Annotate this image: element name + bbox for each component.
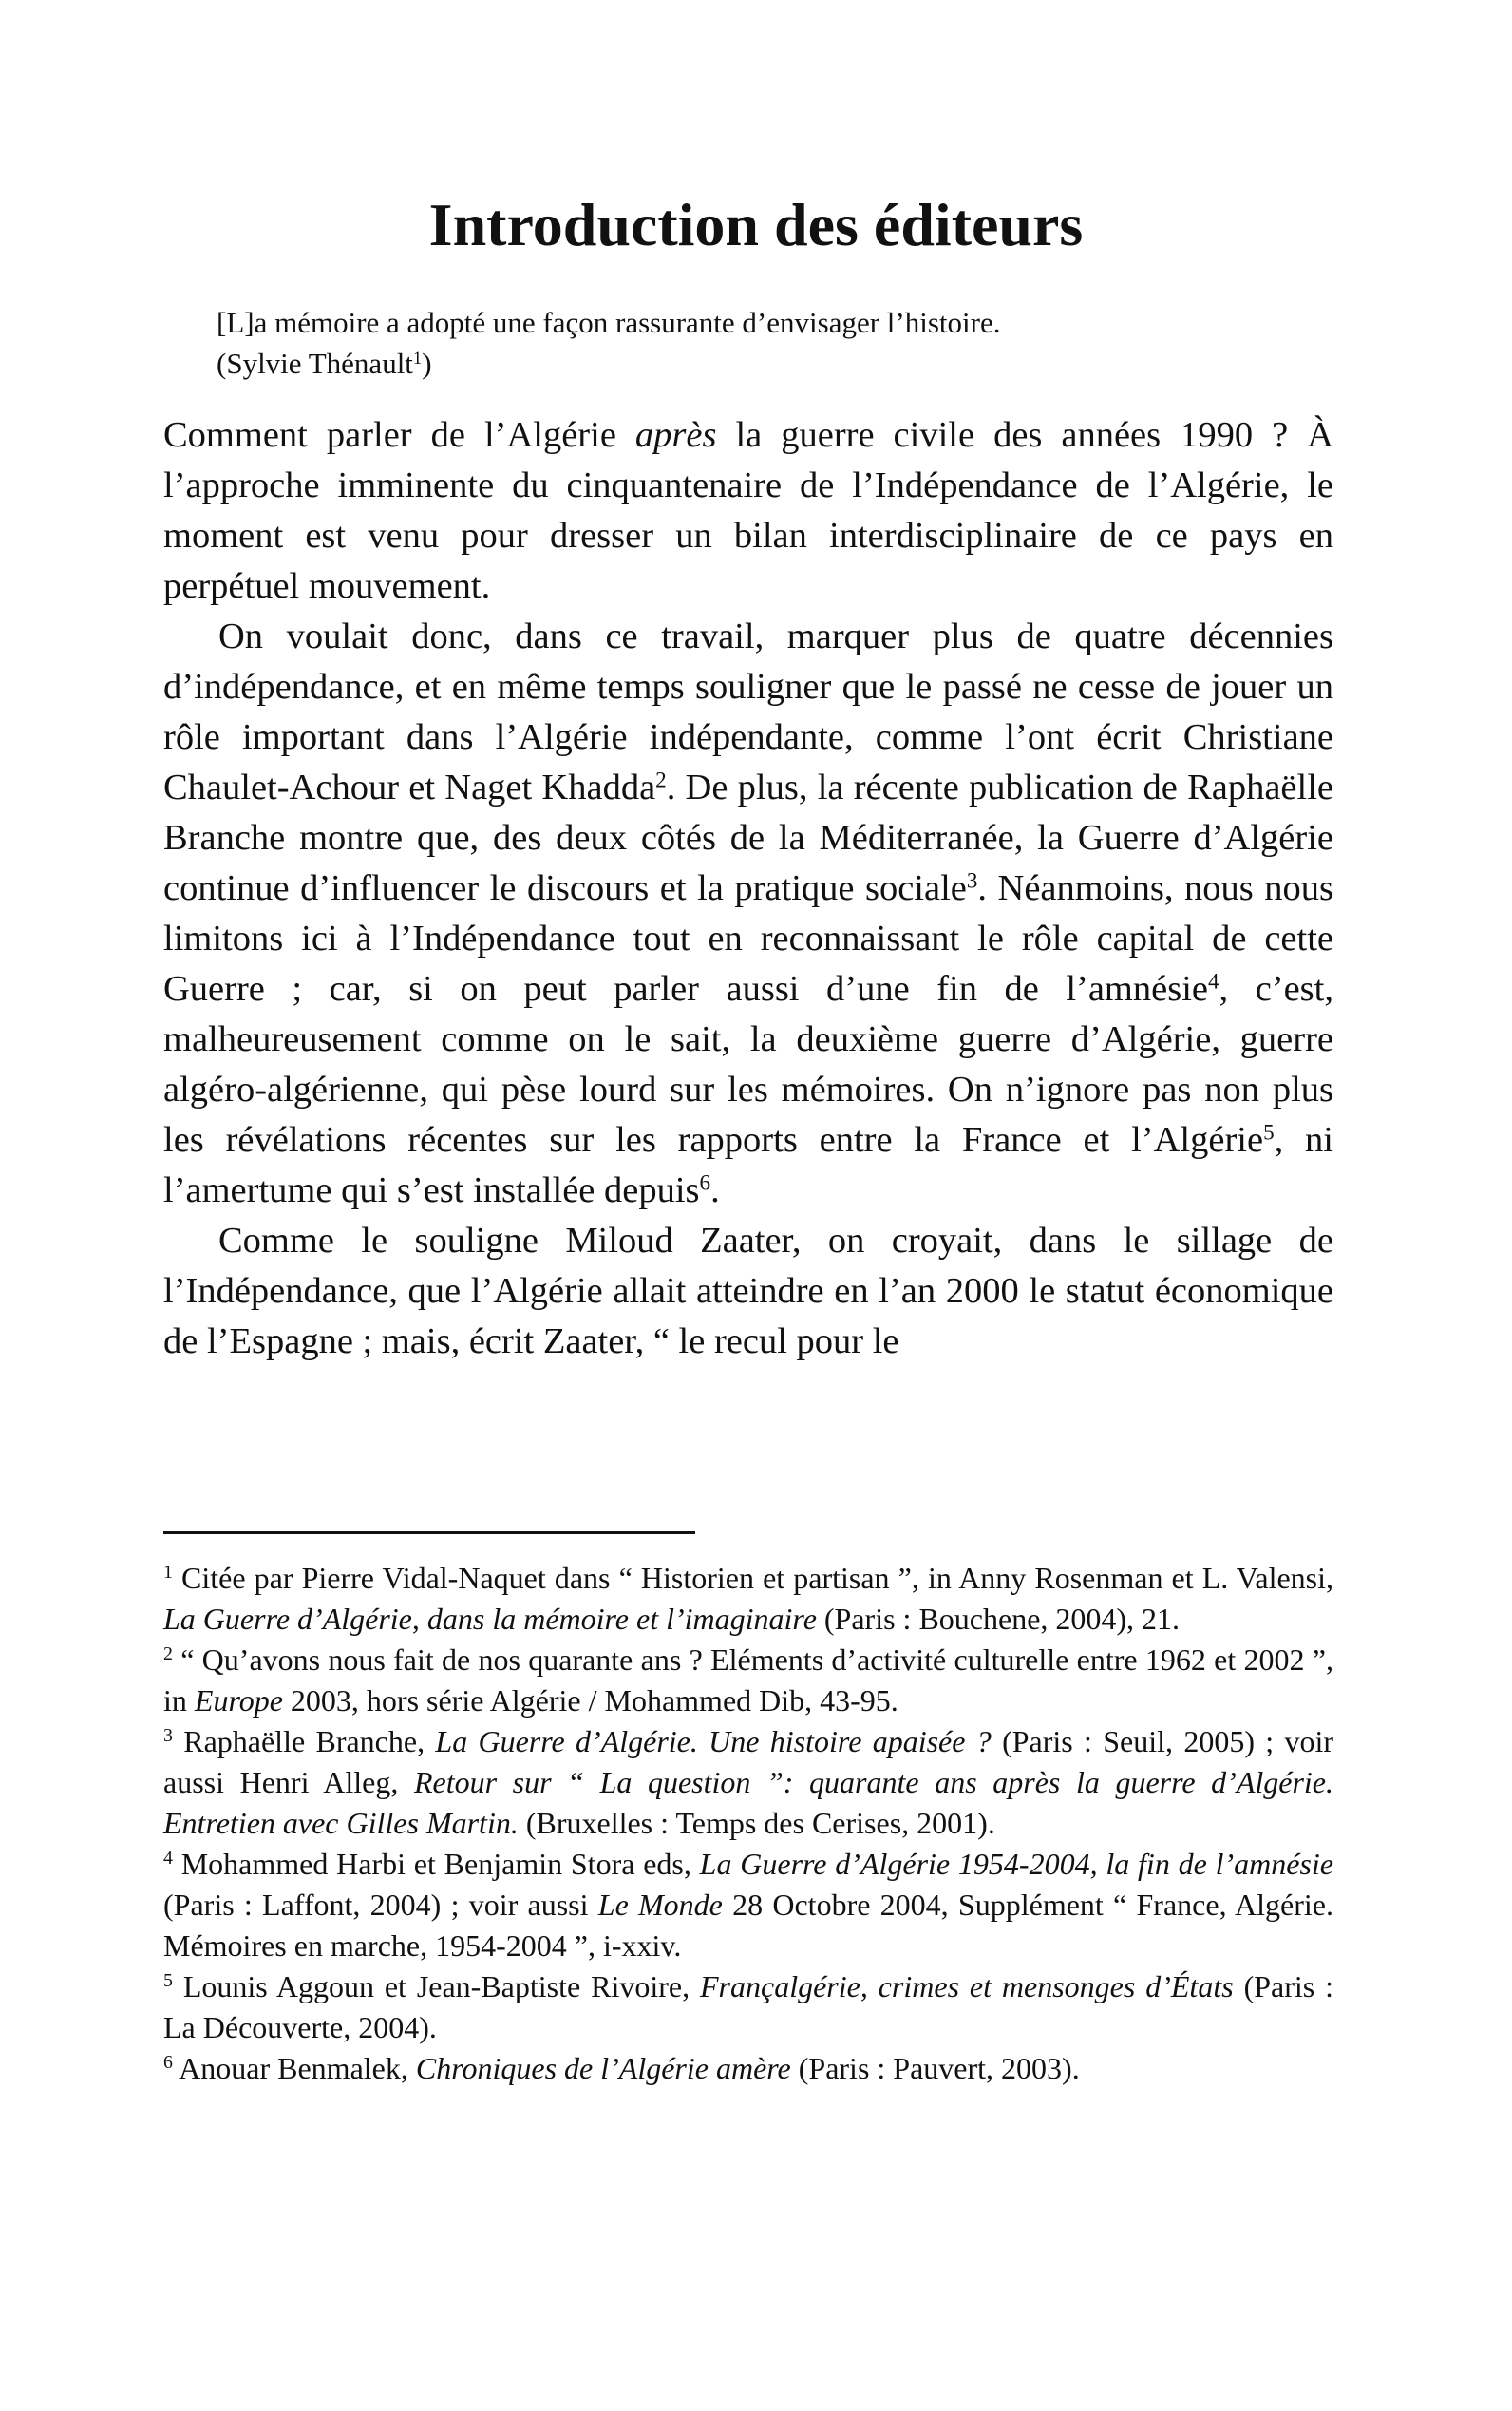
page-title: Introduction des éditeurs — [428, 191, 1084, 258]
footnote-ref-6: 6 — [699, 1169, 711, 1195]
paragraph-3: Comme le souligne Miloud Zaater, on croyait, dans le sillage de l’Indépendance, que l’Algérie allait atteindre en l’an 2000 le statut économique de l’Espagne ; mais, écrit Zaater, “ le recul pour le — [163, 1221, 1333, 1361]
footnote-ref-2: 2 — [655, 767, 667, 792]
footnote-2: $^2$ “ Qu’avons nous fait de nos quarante ans ? Eléments d’activité culturelle entre 1962 et 2002 ”, in Europe 2003, hors série Algérie / Mohammed Dib, 43-95. — [163, 1642, 1333, 1718]
footnote-ref-4: 4 — [1208, 968, 1219, 994]
paragraph-2: On voulait donc, dans ce travail, marquer plus de quatre décennies d’indépendance, et en même temps souligner que le passé ne cesse de jouer un rôle important dans l’Algérie indépendante, comme l’ont écrit Christiane Chaulet-Achour et Naget Khadda$^2$. De plus, la récente publication de Raphaëlle Branche montre que, des deux côtés de la Méditerranée, la Guerre d’Algérie continue d’influencer le discours et la pratique sociale$^3$. Néanmoins, nous nous limitons ici à l’Indépendance tout en reconnaissant le rôle capital de cette Guerre ; car, si on peut parler aussi d’une fin de l’amnésie$^4$, c’est, malheureusement comme on le sait, la deuxième guerre d’Algérie, guerre algéro-algérienne, qui pèse lourd sur les mémoires. On n’ignore pas non plus les révélations récentes sur les rapports entre la France et l’Algérie$^5$, ni l’amertume qui s’est installée depuis$^6$. — [163, 617, 1333, 1210]
footnotes — [163, 1558, 1333, 2089]
epigraph — [217, 302, 1356, 384]
footnote-divider — [163, 1531, 695, 1534]
footnote-4: $^4$ Mohammed Harbi et Benjamin Stora eds, La Guerre d’Algérie 1954-2004, la fin de l’amnésie (Paris : Laffont, 2004) ; voir aussi Le Monde 28 Octobre 2004, Supplément “ France, Algérie. Mémoires en marche, 1954-2004 ”, i-xxiv. — [163, 1847, 1334, 1963]
footnote-5: $^5$ Lounis Aggoun et Jean-Baptiste Rivoire, Françalgérie, crimes et mensonges d’États (Paris : La Découverte, 2004). — [163, 1969, 1334, 2044]
footnote-ref-3: 3 — [966, 867, 978, 893]
paragraph-1: Comment parler de l’Algérie après la guerre civile des années 1990 ? À l’approche imminente du cinquantenaire de l’Indépendance de l’Algérie, le moment est venu pour dresser un bilan interdisciplinaire de ce pays en perpétuel mouvement. — [163, 415, 1334, 606]
body-text — [163, 410, 1333, 1367]
footnote-1: $^1$ Citée par Pierre Vidal-Naquet dans “ Historien et partisan ”, in Anny Rosenman et L. Valensi, La Guerre d’Algérie, dans la mémoire et l’imaginaire (Paris : Bouchene, 2004), 21. — [163, 1561, 1333, 1636]
footnote-3: $^3$ Raphaëlle Branche, La Guerre d’Algérie. Une histoire apaisée ? (Paris : Seuil, 2005) ; voir aussi Henri Alleg, Retour sur “ La question ”: quarante ans après la guerre d’Algérie. Entretien avec Gilles Martin. (Bruxelles : Temps des Cerises, 2001). — [163, 1724, 1334, 1840]
footnote-ref-5: 5 — [1263, 1119, 1275, 1145]
footnote-ref-1: 1 — [412, 348, 423, 369]
epigraph-quote: [L]a mémoire a adopté une façon rassurante d’envisager l’histoire. — [217, 306, 1001, 339]
epigraph-attribution: (Sylvie Thénault$^1$) — [217, 347, 432, 380]
footnote-6: $^6$ Anouar Benmalek, Chroniques de l’Algérie amère (Paris : Pauvert, 2003). — [163, 2051, 1080, 2085]
